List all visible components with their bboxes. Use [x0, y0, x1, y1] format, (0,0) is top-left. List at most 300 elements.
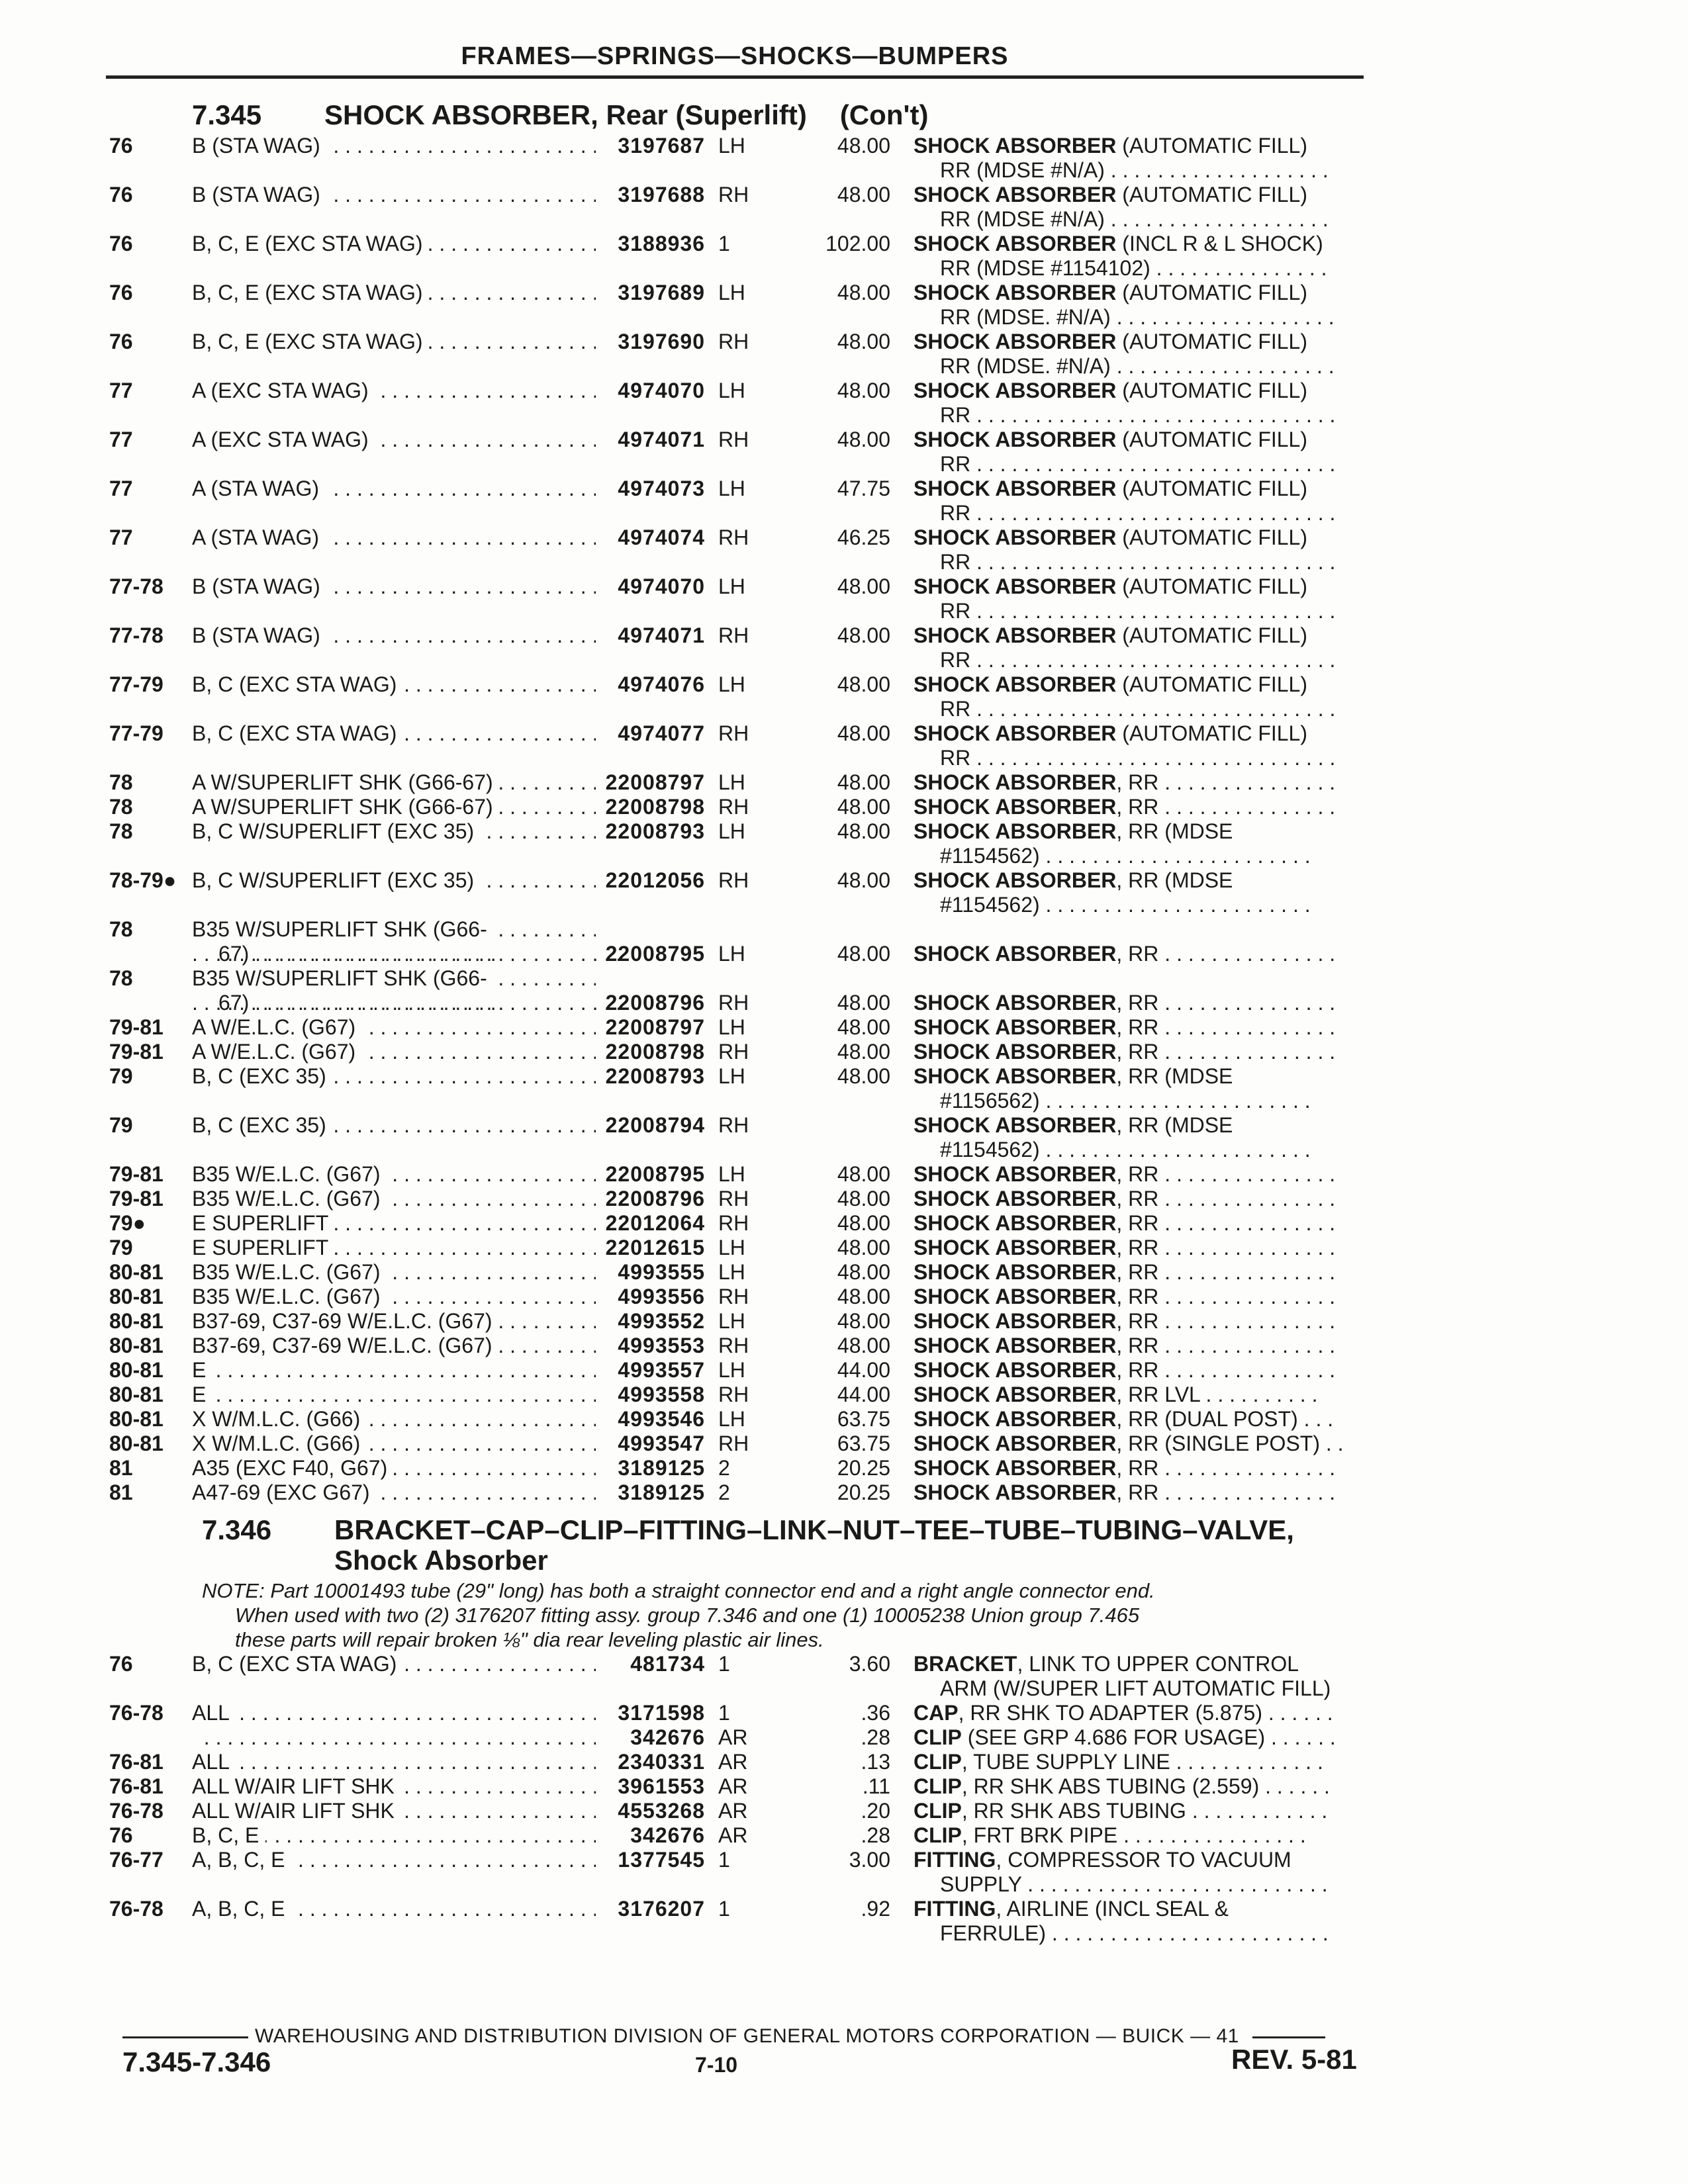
section-7-346-heading [202, 1514, 1294, 1575]
description-noun: CLIP [914, 1823, 962, 1847]
description-line-2: RR . . . . . . . . . . . . . . . . . . . . . . . . . . . . . . . [940, 599, 1336, 623]
model-text: X W/M.L.C. (G66) [192, 1407, 367, 1431]
quantity: 1 [718, 1848, 730, 1872]
price: 48.00 [837, 1236, 890, 1259]
quantity: LH [718, 134, 745, 158]
model-year: 76-78 [109, 1701, 164, 1725]
description-line-2: SUPPLY . . . . . . . . . . . . . . . . . . . . . . . . . . [940, 1872, 1328, 1896]
model-text: ALL W/AIR LIFT SHK [192, 1799, 401, 1823]
description-line [914, 672, 1377, 697]
model-application [192, 1383, 596, 1407]
description-noun: SHOCK ABSORBER [914, 1015, 1117, 1039]
description [914, 1211, 1377, 1236]
description [914, 477, 1377, 525]
price: 48.00 [837, 1260, 890, 1284]
description-line [914, 770, 1377, 795]
header-rule [106, 75, 1364, 79]
description-detail: (AUTOMATIC FILL) [1116, 281, 1307, 304]
description-line-2: RR . . . . . . . . . . . . . . . . . . . . . . . . . . . . . . . [940, 403, 1336, 427]
description-line-2: RR (MDSE #1154102) . . . . . . . . . . . . . . . [940, 256, 1327, 280]
quantity: LH [718, 1407, 745, 1431]
table-row [109, 1701, 1380, 1725]
part-number: 22008795 [605, 1162, 705, 1186]
footer-division [122, 2025, 1380, 2048]
model-application [192, 1211, 596, 1236]
description-detail: , RR . . . . . . . . . . . . . . . [1116, 1480, 1336, 1504]
quantity: 1 [718, 1701, 730, 1725]
price: 48.00 [837, 1211, 890, 1235]
description-detail: , RR . . . . . . . . . . . . . . . [1116, 991, 1336, 1015]
part-number: 22008797 [605, 1015, 705, 1039]
price: .36 [861, 1701, 890, 1725]
quantity: AR [718, 1774, 748, 1798]
description-detail: , LINK TO UPPER CONTROL [1017, 1652, 1299, 1676]
description [914, 1725, 1377, 1750]
quantity: LH [718, 1162, 745, 1186]
description-line [914, 1064, 1377, 1089]
part-number: 4974071 [618, 428, 705, 451]
price: 48.00 [837, 770, 890, 794]
model-year: 79-81 [109, 1187, 164, 1210]
part-number: 22008793 [605, 819, 705, 843]
description-noun: SHOCK ABSORBER [914, 1358, 1117, 1382]
description [914, 183, 1377, 232]
price: 48.00 [837, 721, 890, 745]
table-row [109, 1309, 1380, 1334]
description-noun: CLIP [914, 1774, 962, 1798]
description-noun: SHOCK ABSORBER [914, 623, 1117, 647]
table-row [109, 1774, 1380, 1799]
model-text: B35 W/SUPERLIFT SHK (G66- [192, 917, 494, 941]
model-text: B37-69, C37-69 W/E.L.C. (G67) [192, 1334, 499, 1357]
price: .28 [861, 1823, 890, 1847]
description-detail: , RR . . . . . . . . . . . . . . . [1116, 1309, 1336, 1333]
model-year: 78 [109, 966, 133, 990]
model-year: 76-78 [109, 1897, 164, 1921]
description-line [914, 1774, 1377, 1799]
part-number: 4993552 [618, 1309, 705, 1333]
description-detail: , RR (MDSE [1116, 868, 1233, 892]
description-noun: SHOCK ABSORBER [914, 1211, 1117, 1235]
description-line-2: RR . . . . . . . . . . . . . . . . . . . . . . . . . . . . . . . [940, 648, 1336, 672]
description-detail: , RR (DUAL POST) . . . [1116, 1407, 1334, 1431]
model-application [192, 917, 596, 942]
model-text: B (STA WAG) [192, 574, 327, 598]
description-detail: , RR . . . . . . . . . . . . . . . [1116, 1334, 1336, 1357]
part-number: 1377545 [618, 1848, 705, 1872]
model-year: 77-78 [109, 574, 164, 598]
model-year: 79 [109, 1236, 133, 1259]
model-text: B35 W/E.L.C. (G67) [192, 1260, 387, 1284]
model-text: B35 W/E.L.C. (G67) [192, 1187, 387, 1210]
description-detail: , COMPRESSOR TO VACUUM [996, 1848, 1291, 1872]
description-noun: SHOCK ABSORBER [914, 1040, 1117, 1064]
description-noun: SHOCK ABSORBER [914, 991, 1117, 1015]
description-noun: CLIP [914, 1799, 962, 1823]
description-noun: SHOCK ABSORBER [914, 574, 1117, 598]
model-text: B (STA WAG) [192, 183, 327, 206]
footer-group-range: 7.345-7.346 [122, 2046, 271, 2077]
description [914, 672, 1377, 721]
description-detail: (AUTOMATIC FILL) [1116, 477, 1307, 500]
note-line: these parts will repair broken ⅛" dia rear leveling plastic air lines. [235, 1628, 824, 1651]
description-detail: , RR . . . . . . . . . . . . . . . [1116, 1187, 1336, 1210]
quantity: AR [718, 1725, 748, 1749]
description-detail: , TUBE SUPPLY LINE . . . . . . . . . . . . . [961, 1750, 1323, 1774]
model-application [192, 1236, 596, 1260]
model-text: E SUPERLIFT [192, 1211, 335, 1235]
description-line [914, 1383, 1377, 1407]
footer-rule [1252, 2036, 1325, 2038]
model-year: 80-81 [109, 1285, 164, 1308]
description-line [914, 183, 1377, 207]
description [914, 721, 1377, 770]
description-line [914, 1725, 1377, 1750]
model-year: 80-81 [109, 1260, 164, 1284]
description-detail: (AUTOMATIC FILL) [1116, 574, 1307, 598]
price: 63.75 [837, 1407, 890, 1431]
model-application [192, 1432, 596, 1456]
model-year: 76-81 [109, 1750, 164, 1774]
part-number: 4993555 [618, 1260, 705, 1284]
price: .28 [861, 1725, 890, 1749]
part-number: 4974071 [618, 623, 705, 647]
table-row [109, 1285, 1380, 1309]
model-text: B, C, E (EXC STA WAG) [192, 281, 429, 304]
model-text: B35 W/E.L.C. (G67) [192, 1162, 387, 1186]
description [914, 1260, 1377, 1285]
description [914, 1823, 1377, 1848]
model-year: 76 [109, 134, 133, 158]
description [914, 819, 1377, 868]
quantity: LH [718, 1358, 745, 1382]
description-detail: , AIRLINE (INCL SEAL & [996, 1897, 1229, 1921]
description [914, 623, 1377, 672]
table-row [109, 623, 1380, 672]
description [914, 379, 1377, 428]
part-number: 3188936 [618, 232, 705, 255]
part-number: 3189125 [618, 1480, 705, 1504]
footer-revision: REV. 5-81 [1231, 2044, 1357, 2075]
table-row [109, 525, 1380, 574]
description-noun: SHOCK ABSORBER [914, 819, 1117, 843]
table-row [109, 770, 1380, 795]
description-line [914, 1040, 1377, 1064]
price: 48.00 [837, 623, 890, 647]
description-noun: SHOCK ABSORBER [914, 1236, 1117, 1259]
part-number: 22008795 [605, 942, 705, 966]
price: 20.25 [837, 1480, 890, 1504]
table-row [109, 379, 1380, 428]
quantity: RH [718, 428, 749, 451]
model-application [192, 770, 596, 795]
part-number: 22012056 [605, 868, 705, 892]
table-row [109, 1383, 1380, 1407]
model-application [192, 819, 596, 844]
price: 48.00 [837, 819, 890, 843]
description-detail: (AUTOMATIC FILL) [1116, 623, 1307, 647]
description-line [914, 1750, 1377, 1774]
model-application [192, 1652, 596, 1676]
table-row [109, 868, 1380, 917]
part-number: 22008796 [605, 1187, 705, 1210]
page-header-title: FRAMES—SPRINGS—SHOCKS—BUMPERS [461, 42, 1009, 70]
model-text: B, C (EXC STA WAG) [192, 721, 403, 745]
description-line [914, 574, 1377, 599]
model-year: 76-78 [109, 1799, 164, 1823]
price: 48.00 [837, 1187, 890, 1210]
price: 46.25 [837, 525, 890, 549]
description-detail: , RR LVL . . . . . . . . . . [1116, 1383, 1318, 1406]
description-noun: SHOCK ABSORBER [914, 232, 1117, 255]
description-line [914, 795, 1377, 819]
price: 20.25 [837, 1456, 890, 1480]
description-noun: SHOCK ABSORBER [914, 281, 1117, 304]
description-line [914, 1187, 1377, 1211]
description [914, 1113, 1377, 1162]
model-application [192, 623, 596, 648]
description-noun: CLIP [914, 1725, 962, 1749]
quantity: 2 [718, 1456, 730, 1480]
model-text: B, C, E [192, 1823, 265, 1847]
part-number: 3197688 [618, 183, 705, 206]
description-line-2: RR (MDSE. #N/A) . . . . . . . . . . . . . . . . . . . [940, 305, 1335, 329]
part-number: 4993556 [618, 1285, 705, 1308]
model-application [192, 1334, 596, 1358]
description-noun: SHOCK ABSORBER [914, 1407, 1117, 1431]
description-detail: , RR . . . . . . . . . . . . . . . [1116, 1358, 1336, 1382]
model-year: 78 [109, 795, 133, 819]
model-year: 78 [109, 819, 133, 843]
note-line: NOTE: Part 10001493 tube (29" long) has both a straight connector end and a right angle connector end. [202, 1579, 1155, 1602]
model-application [192, 1897, 596, 1921]
description-line [914, 1848, 1377, 1872]
quantity: RH [718, 1432, 749, 1455]
description-noun: SHOCK ABSORBER [914, 1309, 1117, 1333]
description-detail: (AUTOMATIC FILL) [1116, 330, 1307, 353]
description-detail: , RR . . . . . . . . . . . . . . . [1116, 795, 1336, 819]
section-title: SHOCK ABSORBER, Rear (Superlift) [324, 99, 807, 130]
footer-page-number: 7-10 [695, 2053, 738, 2077]
description-line [914, 1260, 1377, 1285]
description-noun: SHOCK ABSORBER [914, 1383, 1117, 1406]
model-application [192, 1480, 596, 1505]
table-row [109, 232, 1380, 281]
footer-division-text: WAREHOUSING AND DISTRIBUTION DIVISION OF GENERAL MOTORS CORPORATION — BUICK — 41 [255, 2025, 1239, 2047]
description-line [914, 428, 1377, 452]
table-row [109, 428, 1380, 477]
description [914, 770, 1377, 795]
description-detail: , RR (MDSE [1116, 819, 1233, 843]
description [914, 1799, 1377, 1823]
description [914, 232, 1377, 281]
model-text: B (STA WAG) [192, 134, 327, 158]
description [914, 1015, 1377, 1040]
price: 48.00 [837, 1040, 890, 1064]
model-application [192, 1725, 596, 1750]
price: 48.00 [837, 1064, 890, 1088]
model-text: B35 W/E.L.C. (G67) [192, 1285, 387, 1308]
model-text: B, C (EXC STA WAG) [192, 1652, 403, 1676]
part-number: 3176207 [618, 1897, 705, 1921]
model-year: 76 [109, 232, 133, 255]
model-text: A W/SUPERLIFT SHK (G66-67) [192, 770, 500, 794]
description-line-2: RR (MDSE. #N/A) . . . . . . . . . . . . . . . . . . . [940, 354, 1335, 378]
part-number: 3197689 [618, 281, 705, 304]
table-row [109, 1040, 1380, 1064]
table-row [109, 1260, 1380, 1285]
description-line-2: RR . . . . . . . . . . . . . . . . . . . . . . . . . . . . . . . [940, 746, 1336, 770]
description-line [914, 1897, 1377, 1921]
description [914, 1285, 1377, 1309]
table-row [109, 795, 1380, 819]
model-year: 78-79● [109, 868, 177, 892]
model-application [192, 1358, 596, 1383]
description [914, 1407, 1377, 1432]
model-application [192, 868, 596, 893]
model-text: B37-69, C37-69 W/E.L.C. (G67) [192, 1309, 499, 1333]
table-row [109, 1848, 1380, 1897]
quantity: RH [718, 721, 749, 745]
description-line [914, 1480, 1377, 1505]
table-row [109, 1358, 1380, 1383]
description-noun: CLIP [914, 1750, 962, 1774]
model-text: A35 (EXC F40, G67) [192, 1456, 394, 1480]
quantity: 1 [718, 1652, 730, 1676]
description-detail: , RR SHK ABS TUBING . . . . . . . . . . . . [961, 1799, 1328, 1823]
model-text [192, 1725, 199, 1749]
table-row [109, 819, 1380, 868]
part-number: 4993547 [618, 1432, 705, 1455]
model-text: ALL W/AIR LIFT SHK [192, 1774, 401, 1798]
model-text: A W/E.L.C. (G67) [192, 1040, 362, 1064]
description-detail: , RR . . . . . . . . . . . . . . . [1116, 770, 1336, 794]
model-text: X W/M.L.C. (G66) [192, 1432, 367, 1455]
model-application-cont: 67) . . . . . . . . . . . . . . . . . . . . . . . . [192, 942, 622, 966]
description-line-2: RR (MDSE #N/A) . . . . . . . . . . . . . . . . . . . [940, 207, 1329, 231]
description-line-2: #1156562) . . . . . . . . . . . . . . . . . . . . . . . [940, 1089, 1311, 1113]
description-line [914, 1432, 1377, 1456]
part-number: 3197687 [618, 134, 705, 158]
part-number: 4974070 [618, 379, 705, 402]
part-number: 4993546 [618, 1407, 705, 1431]
price: .11 [862, 1774, 890, 1798]
model-text: ALL [192, 1750, 236, 1774]
part-number: 4993557 [618, 1358, 705, 1382]
model-year: 77 [109, 525, 133, 549]
model-application [192, 281, 596, 305]
price: 48.00 [837, 379, 890, 402]
price: 48.00 [837, 1285, 890, 1308]
part-number: 4993553 [618, 1334, 705, 1357]
description-line [914, 1652, 1377, 1676]
part-number: 4974074 [618, 525, 705, 549]
price: 48.00 [837, 942, 890, 966]
model-application [192, 721, 596, 746]
description [914, 991, 1377, 1015]
quantity: 1 [718, 232, 730, 255]
price: .92 [861, 1897, 890, 1921]
table-row [109, 1480, 1380, 1505]
part-number: 2340331 [618, 1750, 705, 1774]
price: .13 [861, 1750, 890, 1774]
model-application [192, 1064, 596, 1089]
parts-table-7-345 [109, 134, 1380, 1505]
quantity: AR [718, 1799, 748, 1823]
price: .20 [861, 1799, 890, 1823]
section-number: 7.345 [192, 99, 262, 130]
price: 48.00 [837, 281, 890, 304]
model-text: A47-69 (EXC G67) [192, 1480, 377, 1504]
model-year: 79● [109, 1211, 146, 1235]
model-year: 80-81 [109, 1309, 164, 1333]
price: 48.00 [837, 183, 890, 206]
description [914, 428, 1377, 477]
description-line [914, 525, 1377, 550]
model-application [192, 1260, 596, 1285]
model-year: 77 [109, 379, 133, 402]
part-number: 22008798 [605, 1040, 705, 1064]
note-line: When used with two (2) 3176207 fitting assy. group 7.346 and one (1) 10005238 Union group 7.465 [235, 1604, 1140, 1627]
table-row [109, 330, 1380, 379]
model-text: E SUPERLIFT [192, 1236, 335, 1259]
model-text: E [192, 1358, 212, 1382]
table-row [109, 1799, 1380, 1823]
description-noun: SHOCK ABSORBER [914, 477, 1117, 500]
model-application [192, 477, 596, 501]
section-title: BRACKET–CAP–CLIP–FITTING–LINK–NUT–TEE–TUBE–TUBING–VALVE, [334, 1514, 1294, 1545]
part-number: 22008793 [605, 1064, 705, 1088]
model-text: B, C (EXC STA WAG) [192, 672, 403, 696]
table-row [109, 574, 1380, 623]
price: 44.00 [837, 1383, 890, 1406]
model-text: B (STA WAG) [192, 623, 327, 647]
price: 47.75 [837, 477, 890, 500]
section-7-345-heading [192, 99, 928, 131]
description-line-2: #1154562) . . . . . . . . . . . . . . . . . . . . . . . [940, 893, 1311, 917]
description-line [914, 1823, 1377, 1848]
price: 102.00 [825, 232, 890, 255]
description-line [914, 379, 1377, 403]
description-line [914, 330, 1377, 354]
description-detail: (INCL R & L SHOCK) [1116, 232, 1323, 255]
description-line [914, 721, 1377, 746]
description [914, 1432, 1377, 1456]
model-application [192, 379, 596, 403]
model-year: 79 [109, 1113, 133, 1137]
description [914, 1309, 1377, 1334]
description-detail: (AUTOMATIC FILL) [1116, 134, 1307, 158]
description-detail: , RR (MDSE [1116, 1064, 1233, 1088]
model-application [192, 1162, 596, 1187]
description-line [914, 1309, 1377, 1334]
table-row [109, 1652, 1380, 1701]
description-noun: FITTING [914, 1848, 996, 1872]
quantity: LH [718, 942, 745, 966]
model-application [192, 525, 596, 550]
quantity: RH [718, 1113, 749, 1137]
model-text: B35 W/SUPERLIFT SHK (G66- [192, 966, 494, 990]
model-application [192, 1848, 596, 1872]
quantity: AR [718, 1823, 748, 1847]
table-row [109, 1725, 1380, 1750]
description-detail: , RR . . . . . . . . . . . . . . . [1116, 1211, 1336, 1235]
price: 63.75 [837, 1432, 890, 1455]
price: 48.00 [837, 672, 890, 696]
model-year: 76-77 [109, 1848, 164, 1872]
description [914, 868, 1377, 917]
description-line [914, 1456, 1377, 1480]
